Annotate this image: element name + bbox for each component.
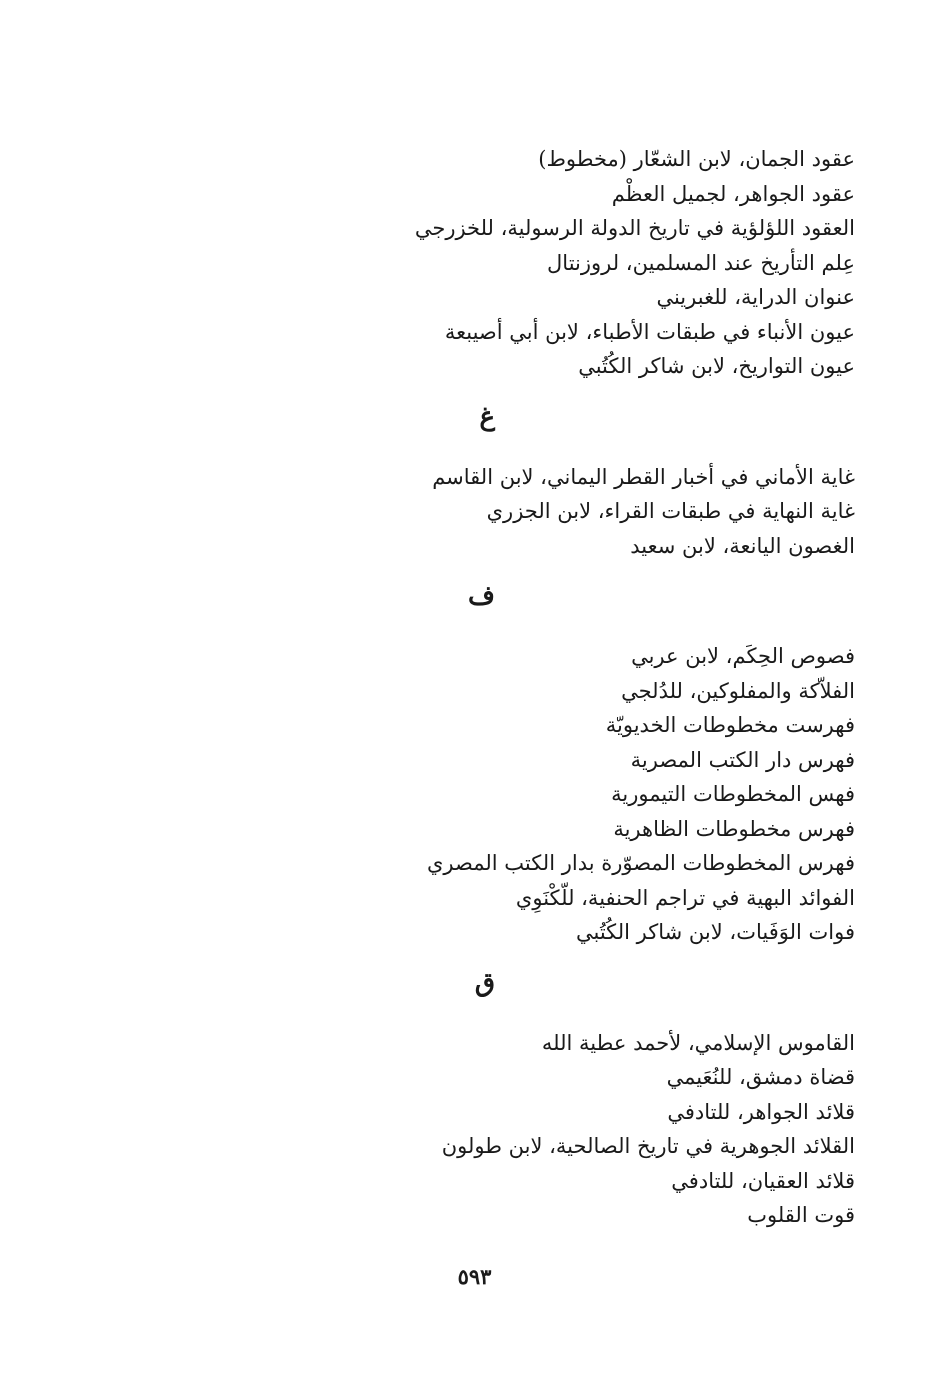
index-entry: عقود الجواهر، لجميل العظْم bbox=[611, 181, 855, 206]
index-entry: فهرس مخطوطات الظاهرية bbox=[613, 816, 855, 841]
index-entry: فوات الوَفَيات، لابن شاكر الكُتُبي bbox=[576, 920, 855, 944]
index-entry: الفلاّكة والمفلوكين، للدُلجي bbox=[621, 678, 855, 703]
index-entry: العقود اللؤلؤية في تاريخ الدولة الرسولية، للخزرجي bbox=[414, 216, 855, 240]
index-section-ghain bbox=[385, 402, 855, 564]
section-letter-heading: ق bbox=[474, 967, 495, 998]
index-entry: القاموس الإسلامي، لأحمد عطية الله bbox=[541, 1030, 855, 1055]
index-section-fa bbox=[385, 581, 855, 950]
index-column bbox=[385, 142, 855, 1233]
index-entry: فهرس دار الكتب المصرية bbox=[630, 747, 855, 772]
index-entry: عقود الجمان، لابن الشعّار (مخطوط) bbox=[538, 147, 855, 171]
index-entry: غاية النهاية في طبقات القراء، لابن الجزري bbox=[486, 499, 855, 523]
index-entry: عيون التواريخ، لابن شاكر الكُتُبي bbox=[578, 354, 855, 378]
index-entry: القلائد الجوهرية في تاريخ الصالحية، لابن طولون bbox=[441, 1134, 855, 1158]
index-section-qaf bbox=[385, 968, 855, 1233]
index-entry: قلائد الجواهر، للتادفي bbox=[667, 1099, 855, 1124]
index-entry: فصوص الحِكَم، لابن عربي bbox=[631, 644, 855, 668]
index-entry: فهرس المخطوطات المصوّرة بدار الكتب المصري bbox=[426, 851, 855, 875]
index-entry: عيون الأنباء في طبقات الأطباء، لابن أبي أصيبعة bbox=[444, 319, 855, 344]
page-number: ٥٩٣ bbox=[457, 1264, 492, 1289]
index-entry: الغصون اليانعة، لابن سعيد bbox=[630, 533, 855, 558]
index-entry: قلائد العقيان، للتادفي bbox=[671, 1168, 855, 1193]
index-section-ain bbox=[385, 142, 855, 384]
index-entry: فهرست مخطوطات الخديويّة bbox=[605, 713, 855, 737]
index-entry: عِلم التأريخ عند المسلمين، لروزنتال bbox=[547, 250, 855, 275]
index-entry: غاية الأماني في أخبار القطر اليماني، لابن القاسم bbox=[432, 464, 855, 489]
index-entry: فهس المخطوطات التيمورية bbox=[611, 782, 855, 806]
index-entry: قضاة دمشق، للنُعَيمي bbox=[666, 1065, 855, 1089]
index-entry: عنوان الدراية، للغبريني bbox=[656, 285, 855, 309]
index-entry: الفوائد البهية في تراجم الحنفية، للّكْنَوِي bbox=[515, 885, 855, 910]
section-letter-heading: غ bbox=[479, 401, 495, 432]
section-letter-heading: ف bbox=[468, 581, 495, 611]
index-entry: قوت القلوب bbox=[747, 1203, 855, 1227]
